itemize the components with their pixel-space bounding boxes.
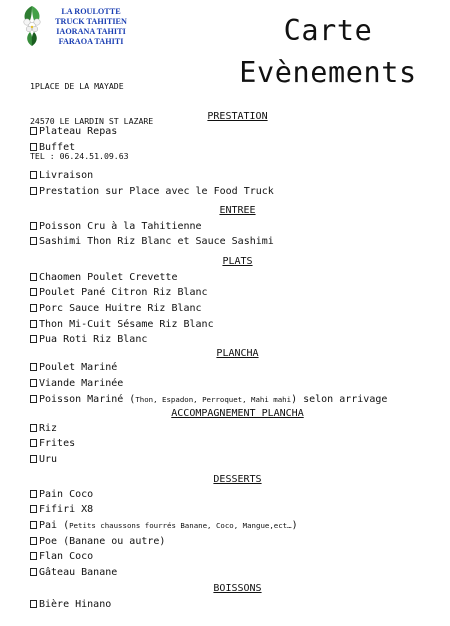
menu-item-livraison[interactable]: Livraison [30,169,93,182]
section-heading-boissons: BOISSONS [213,583,262,594]
checkbox-icon[interactable] [30,552,37,560]
checkbox-icon[interactable] [30,187,37,195]
menu-item-gateau-banane[interactable]: Gâteau Banane [30,566,117,579]
checkbox-icon[interactable] [30,273,37,281]
section-heading-plats: PLATS [222,256,253,267]
menu-item-buffet[interactable]: Buffet [30,141,75,154]
checkbox-icon[interactable] [30,335,37,343]
checkbox-icon[interactable] [30,568,37,576]
menu-item-uru[interactable]: Uru [30,453,57,466]
logo-flower-icon [20,4,44,48]
brand-line: IAORANA TAHITI [56,27,126,36]
checkbox-icon[interactable] [30,363,37,371]
menu-item-riz[interactable]: Riz [30,422,57,435]
menu-item-pai[interactable]: Pai (Petits chaussons fourrés Banane, Coco, Mangue,ect…) [30,519,298,532]
checkbox-icon[interactable] [30,505,37,513]
checkbox-icon[interactable] [30,143,37,151]
address-line: 1PLACE DE LA MAYADE [30,81,124,92]
address-line: 24570 LE LARDIN ST LAZARE [30,115,154,126]
checkbox-icon[interactable] [30,320,37,328]
checkbox-icon[interactable] [30,455,37,463]
checkbox-icon[interactable] [30,304,37,312]
menu-item-poulet-pane[interactable]: Poulet Pané Citron Riz Blanc [30,286,208,299]
checkbox-icon[interactable] [30,171,37,179]
menu-item-thon-mi-cuit[interactable]: Thon Mi-Cuit Sésame Riz Blanc [30,318,214,331]
menu-item-poisson-marine[interactable]: Poisson Mariné (Thon, Espadon, Perroquet, Mahi mahi) selon arrivage [30,393,387,406]
section-heading-accompagnement: ACCOMPAGNEMENT PLANCHA [171,408,304,419]
brand-name [50,7,132,47]
menu-item-pain-coco[interactable]: Pain Coco [30,488,93,501]
checkbox-icon[interactable] [30,424,37,432]
section-heading-desserts: DESSERTS [213,474,262,485]
section-heading-entree: ENTREE [219,205,256,216]
title-line: Carte [283,14,373,47]
menu-item-frites[interactable]: Frites [30,437,75,450]
title-line: Evènements [239,56,417,89]
checkbox-icon[interactable] [30,379,37,387]
checkbox-icon[interactable] [30,537,37,545]
checkbox-icon[interactable] [30,395,37,403]
menu-item-sashimi[interactable]: Sashimi Thon Riz Blanc et Sauce Sashimi [30,235,274,248]
menu-item-viande-marinee[interactable]: Viande Marinée [30,377,123,390]
menu-item-pua-roti[interactable]: Pua Roti Riz Blanc [30,333,147,346]
page-title [228,10,428,94]
menu-item-chaomen[interactable]: Chaomen Poulet Crevette [30,271,177,284]
checkbox-icon[interactable] [30,600,37,608]
menu-item-fifiri[interactable]: Fifiri X8 [30,503,93,516]
checkbox-icon[interactable] [30,288,37,296]
menu-item-plateau-repas[interactable]: Plateau Repas [30,125,117,138]
checkbox-icon[interactable] [30,127,37,135]
checkbox-icon[interactable] [30,439,37,447]
checkbox-icon[interactable] [30,490,37,498]
brand-line: TRUCK TAHITIEN [55,17,127,26]
section-heading-plancha: PLANCHA [216,348,259,359]
section-heading-prestation: PRESTATION [207,111,268,122]
checkbox-icon[interactable] [30,237,37,245]
brand-line: FARAOA TAHITI [58,37,124,46]
phone-line: TEL : 06.24.51.09.63 [30,150,129,161]
menu-item-prestation-sur-place[interactable]: Prestation sur Place avec le Food Truck [30,185,274,198]
brand-line: LA ROULOTTE [61,7,121,16]
menu-item-porc-sauce[interactable]: Porc Sauce Huitre Riz Blanc [30,302,202,315]
menu-item-poulet-marine[interactable]: Poulet Mariné [30,361,117,374]
menu-item-biere-hinano[interactable]: Bière Hinano [30,598,111,611]
menu-item-flan-coco[interactable]: Flan Coco [30,550,93,563]
checkbox-icon[interactable] [30,222,37,230]
menu-item-poe[interactable]: Poe (Banane ou autre) [30,535,165,548]
menu-item-poisson-cru[interactable]: Poisson Cru à la Tahitienne [30,220,202,233]
checkbox-icon[interactable] [30,521,37,529]
